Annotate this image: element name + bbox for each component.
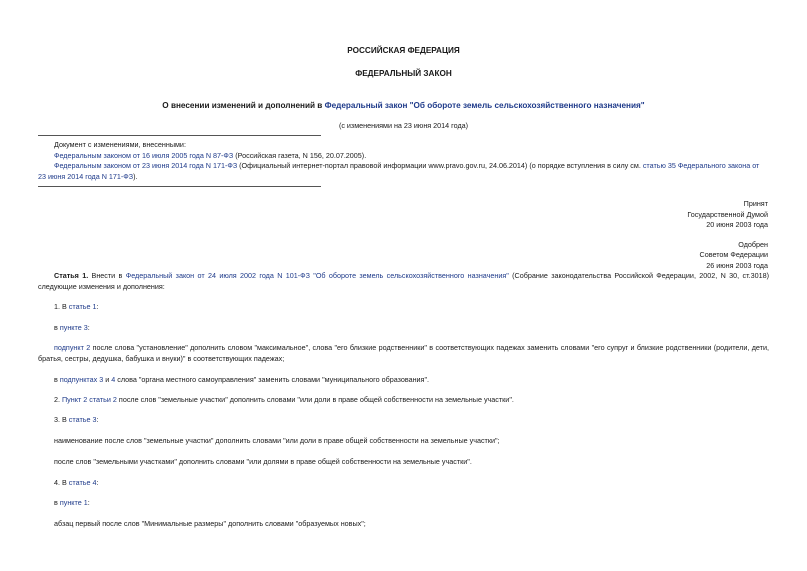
- item-11: абзац первый после слов "Минимальные размеры" дополнить словами "образуемых новых";: [54, 519, 366, 528]
- item-7: наименование после слов "земельные участки" дополнить словами "или доли в праве общей собственности на земельные участки";: [54, 436, 500, 445]
- amendment-line-2: [38, 161, 769, 182]
- item-9-suffix: :: [96, 478, 99, 487]
- item-1-prefix: 1. В: [54, 302, 69, 311]
- item-3: [38, 343, 769, 364]
- title-prefix: О внесении изменений и дополнений в: [162, 101, 325, 110]
- item-9: [54, 478, 98, 487]
- subpoint-4-link[interactable]: 4: [111, 375, 116, 384]
- item-6-prefix: 3. В: [54, 415, 69, 424]
- approved-date: 26 июня 2003 года: [706, 261, 768, 270]
- item-6-suffix: :: [96, 415, 99, 424]
- article-1-text-a: Внести в: [88, 271, 126, 280]
- item-10-prefix: в: [54, 498, 60, 507]
- subpoints-3-link[interactable]: подпунктах 3: [59, 375, 104, 384]
- item-5-suffix: после слов "земельные участки" дополнить словами "или доли в праве общей собственности на земельные участки".: [116, 395, 514, 404]
- amendment-line-2-end: ).: [133, 171, 138, 181]
- item-8: после слов "земельными участками" дополнить словами "или долями в праве общей собственности на земельные участки".: [54, 457, 472, 466]
- amendment-line-2-text: (Официальный интернет-портал правовой информации www.pravo.gov.ru, 24.06.2014) (о порядке вступления в силу см.: [237, 161, 643, 170]
- title-law-link[interactable]: Федеральный закон "Об обороте земель сельскохозяйственного назначения": [324, 101, 645, 110]
- law-101fz-link[interactable]: Федеральный закон от 24 июля 2002 года N 101-ФЗ "Об обороте земель сельскохозяйственного назначения": [125, 271, 509, 280]
- bottom-divider: [38, 186, 321, 187]
- item-1: [54, 302, 98, 311]
- article-1: [38, 271, 769, 292]
- item-6: [54, 415, 98, 424]
- item-9-prefix: 4. В: [54, 478, 69, 487]
- item-3-text: после слова "установление" дополнить словом "максимальное", слова "его близкие родственники" в соответствующих падежах заменить словами "его супруг и близкие родственники (родители, дети, братья, сестры, дедушка, бабушка и внуки)" в соответствующих падежах;: [38, 343, 769, 363]
- item-10-suffix: :: [87, 498, 90, 507]
- item-4-prefix: в: [54, 375, 60, 384]
- doc-type-heading: ФЕДЕРАЛЬНЫЙ ЗАКОН: [355, 69, 452, 78]
- item-4-mid: и: [103, 375, 112, 384]
- article-1-label: Статья 1.: [54, 271, 89, 280]
- item-4-suffix: слова "органа местного самоуправления" заменить словами "муниципального образования".: [115, 375, 429, 384]
- item-10: [54, 498, 90, 507]
- point-1-link[interactable]: пункте 1: [59, 498, 88, 507]
- item-2-suffix: :: [87, 323, 90, 332]
- item-5-prefix: 2.: [54, 395, 62, 404]
- document-title: [0, 101, 807, 110]
- adopted-label: Принят: [743, 199, 768, 208]
- item-2: [54, 323, 90, 332]
- point-3-link[interactable]: пункте 3: [59, 323, 88, 332]
- article-3-link[interactable]: статье 3: [68, 415, 97, 424]
- article-1-text-b: (Собрание законодательства Российской Федерации, 2002, N 30, ст.3018) следующие изменения и дополнения:: [38, 271, 769, 291]
- top-divider: [38, 135, 321, 136]
- item-2-prefix: в: [54, 323, 60, 332]
- amendments-intro: Документ с изменениями, внесенными:: [54, 140, 186, 149]
- revision-note: (с изменениями на 23 июня 2014 года): [338, 121, 469, 130]
- amendment-line-1: [54, 151, 366, 160]
- approved-label: Одобрен: [738, 240, 768, 249]
- amendment-line-1-text: (Российская газета, N 156, 20.07.2005).: [233, 151, 367, 160]
- adopted-date: 20 июня 2003 года: [706, 220, 768, 229]
- article-4-link[interactable]: статье 4: [68, 478, 97, 487]
- adopted-by: Государственной Думой: [687, 210, 768, 219]
- law-87fz-link[interactable]: Федеральным законом от 16 июля 2005 года N 87-ФЗ: [54, 151, 234, 160]
- article-1-ref-link[interactable]: статье 1: [68, 302, 97, 311]
- subpoint-2-link[interactable]: подпункт 2: [54, 343, 91, 352]
- country-heading: РОССИЙСКАЯ ФЕДЕРАЦИЯ: [347, 46, 460, 55]
- item-4: [54, 375, 429, 384]
- item-5: [54, 395, 514, 404]
- item-1-suffix: :: [96, 302, 99, 311]
- article-35-link[interactable]: статью 35 Федерального закона от 23 июня 2014 года N 171-ФЗ: [38, 161, 760, 181]
- point-2-article-2-link[interactable]: Пункт 2 статьи 2: [62, 395, 117, 404]
- approved-by: Советом Федерации: [699, 250, 768, 259]
- law-171fz-link[interactable]: Федеральным законом от 23 июня 2014 года N 171-ФЗ: [54, 161, 238, 170]
